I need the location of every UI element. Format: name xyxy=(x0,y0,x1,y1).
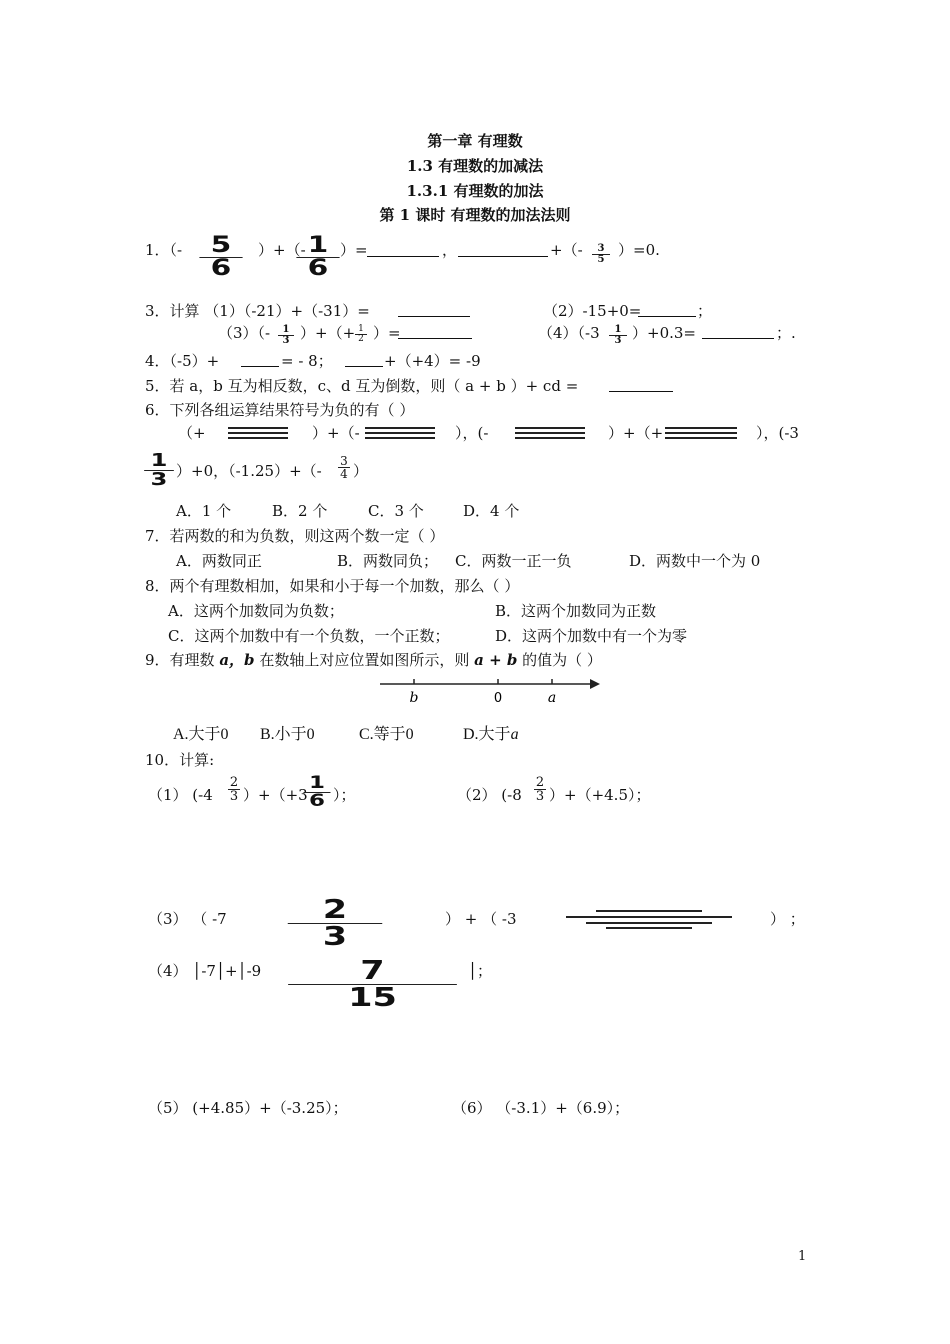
option-b[interactable]: B.小于0 xyxy=(260,726,315,743)
lesson-title: 第 1 课时 有理数的加法法则 xyxy=(379,206,571,224)
option-a[interactable]: A.大于0 xyxy=(173,726,229,743)
option-a[interactable]: A．1 个 xyxy=(176,502,232,520)
fraction: 2 3 xyxy=(288,897,383,950)
garbled-fraction xyxy=(365,427,435,439)
label-a: a xyxy=(547,690,557,706)
option-b[interactable]: B．这两个加数同为正数 xyxy=(495,602,657,620)
garbled-fraction xyxy=(566,910,732,928)
section-title: 1.3 有理数的加减法 xyxy=(406,157,544,175)
option-d[interactable]: D．两数中一个为 0 xyxy=(629,552,761,570)
page-number: 1 xyxy=(798,1249,807,1264)
option-c[interactable]: C．3 个 xyxy=(368,502,424,520)
option-a[interactable]: A．两数同正 xyxy=(176,552,262,570)
option-d[interactable]: D．4 个 xyxy=(463,502,520,520)
garbled-fraction xyxy=(665,427,737,439)
answer-blank[interactable] xyxy=(609,377,673,392)
label-b: b xyxy=(409,690,419,706)
answer-blank[interactable] xyxy=(345,352,383,367)
garbled-fraction xyxy=(228,427,288,439)
answer-blank[interactable] xyxy=(241,352,279,367)
option-c[interactable]: C.等于0 xyxy=(359,726,414,743)
option-b[interactable]: B．2 个 xyxy=(272,502,328,520)
fraction: 2 3 xyxy=(229,775,239,804)
fraction: 3 4 xyxy=(338,455,350,480)
answer-blank[interactable] xyxy=(367,242,439,257)
answer-blank[interactable] xyxy=(398,324,472,339)
option-c[interactable]: C．两数一正一负 xyxy=(455,552,572,570)
subsection-title: 1.3.1 有理数的加法 xyxy=(406,182,544,200)
chapter-title: 第一章 有理数 xyxy=(427,132,523,150)
fraction: 1 3 xyxy=(278,325,294,346)
fraction: 1 6 xyxy=(304,775,331,810)
answer-blank[interactable] xyxy=(458,242,548,257)
fraction: 5 6 xyxy=(199,235,242,280)
fraction: 2 3 xyxy=(535,775,545,804)
option-d[interactable]: D.大于a xyxy=(463,726,519,743)
arrow-head-icon xyxy=(590,679,600,689)
garbled-fraction xyxy=(515,427,585,439)
answer-blank[interactable] xyxy=(398,302,470,317)
answer-blank[interactable] xyxy=(702,324,774,339)
fraction: 1 6 xyxy=(296,235,339,280)
fraction: 1 3 xyxy=(144,452,174,489)
fraction: 1 3 xyxy=(609,325,627,346)
number-line-diagram xyxy=(378,674,604,708)
answer-blank[interactable] xyxy=(638,302,696,317)
option-d[interactable]: D．这两个加数中有一个为零 xyxy=(495,627,688,645)
fraction: 1 2 xyxy=(355,325,367,344)
option-c[interactable]: C．这两个加数中有一个负数，一个正数； xyxy=(168,627,450,645)
option-b[interactable]: B．两数同负； xyxy=(337,552,439,570)
label-0: 0 xyxy=(493,691,503,706)
option-a[interactable]: A．这两个加数同为负数； xyxy=(168,602,344,620)
fraction: 7 15 xyxy=(288,958,457,1011)
fraction: 3 5 xyxy=(592,244,610,265)
